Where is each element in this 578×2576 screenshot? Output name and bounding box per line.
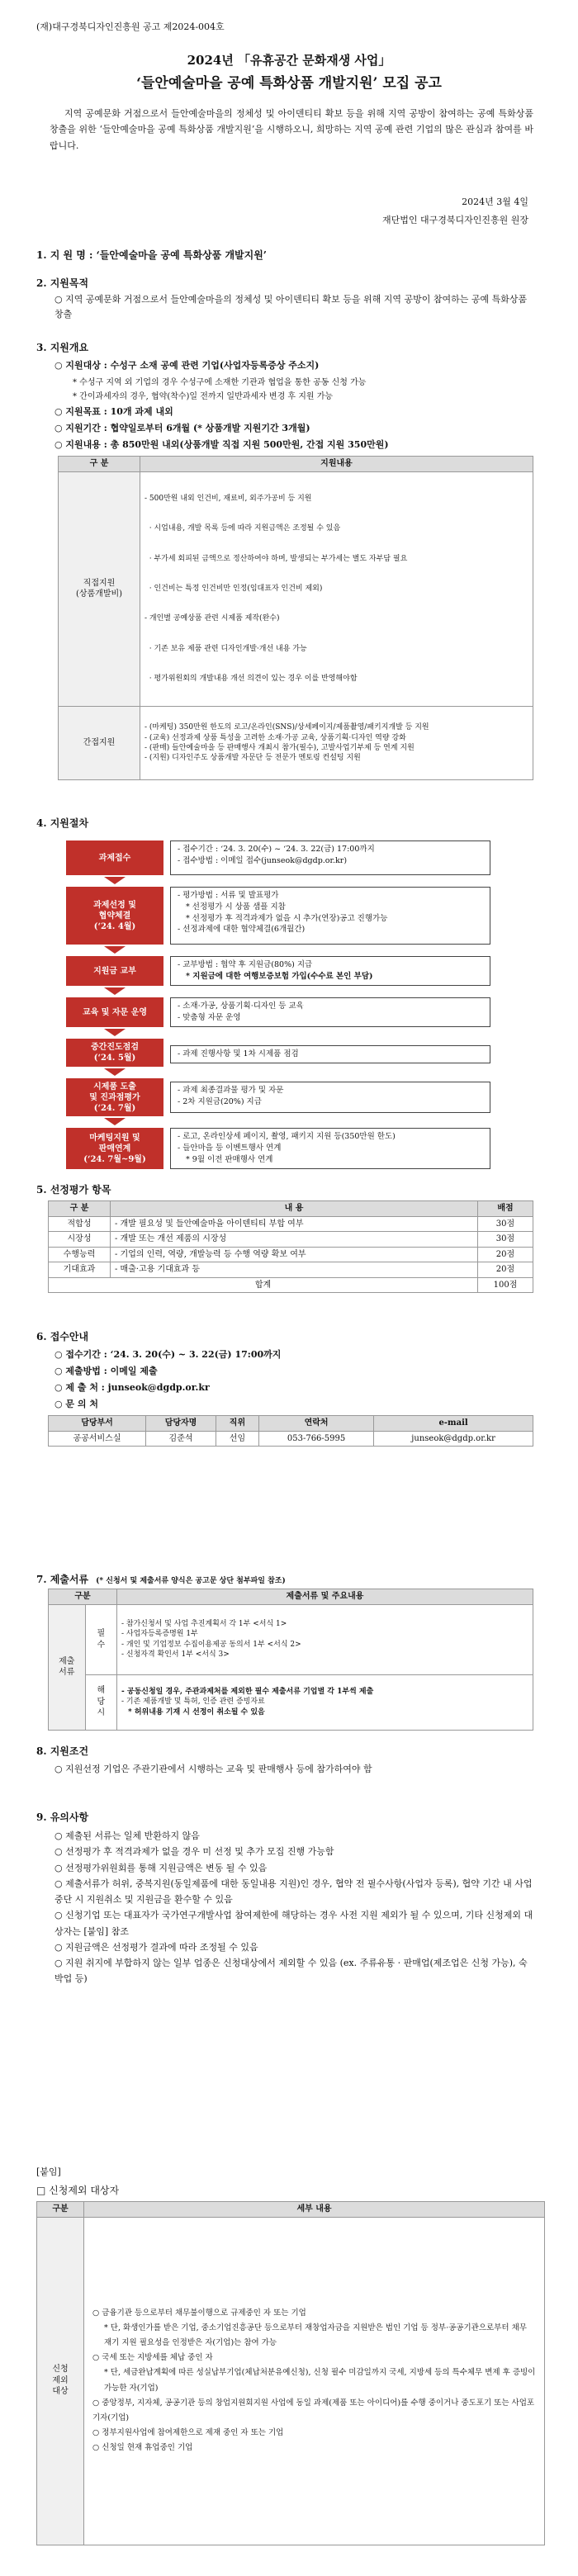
support-period: ○ 지원기간 : 협약일로부터 6개월 (* 상품개발 지원기간 3개월) (54, 423, 310, 433)
indirect-support-lines (140, 706, 533, 779)
list-item: ○ 중앙정부, 지자체, 공공기관 등의 창업지원회지원 사업에 동일 과제(제품 또는 아이디어)를 수행 중이거나 중도포기 또는 사업포기자(기업) (92, 2398, 535, 2422)
list-item: ○ 제출된 서류는 일체 반환하지 않음 (54, 1830, 200, 1841)
section-2-heading: 2. 지원목적 (36, 277, 89, 289)
step-line: * 선정평가 후 적격과제가 없을 시 추가(연장)공고 진행가능 (186, 913, 388, 923)
step-line: - 2차 지원금(20%) 지급 (178, 1096, 262, 1106)
col-header: 직위 (216, 1416, 259, 1432)
table-line: - (교육) 선정과제 상품 특성을 고려한 소재·가공 교육, 상품기획·디자인 역량 강화 (144, 733, 406, 742)
cell: 30점 (478, 1232, 533, 1248)
list-item: * 단, 세금완납계획에 따른 성실납부기업(체납처분유예신청), 신청 필수 미감일까지 국세, 지방세 등의 특수체무 변제 후 증빙이 가능한 자(기업) (104, 2368, 536, 2393)
table-line: - 개인 및 기업정보 수집이용제공 동의서 1부 <서식 2> (121, 1640, 301, 1649)
table-line: - 신청자격 확인서 1부 <서식 3> (121, 1650, 230, 1659)
evaluation-table (48, 1200, 533, 1293)
intro-paragraph: 지역 공예문화 거점으로서 들안예술마을의 정체성 및 아이덴티티 확보 등을 위해 지역 공방이 참여하는 공예 특화상품 창출을 위한 ‘들안예술마을 공예 특화상품 개발지원’을 시행하오니, 희망하는 지역 공예 관련 기업의 많은 관심과 참여를 바랍니다. (50, 108, 533, 151)
table-line: - (판매) 들안예술마을 등 판매행사 개최시 참가(필수), 고발사업기부제 등 연계 지원 (144, 743, 415, 752)
step-line: - 선정과제에 대한 협약체결(6개월간) (178, 925, 306, 935)
notice-date: 2024년 3월 4일 (462, 197, 528, 207)
required-label: 필 수 (85, 1604, 116, 1674)
step-line: - 소재·가공, 상품기획·디자인 등 교육 (178, 1002, 304, 1011)
process-step-3-desc (170, 956, 490, 986)
step-line: - 맞춤형 자문 운영 (178, 1012, 241, 1022)
table-row (49, 1232, 533, 1248)
indirect-support-label: 간접지원 (59, 706, 140, 779)
down-arrow-icon (104, 1118, 126, 1125)
section-9-heading: 9. 유의사항 (36, 1811, 89, 1823)
direct-support-label: 직접지원 (상품개발비) (59, 471, 140, 706)
col-header: 구 분 (49, 1201, 111, 1217)
process-step-7: 마케팅지원 및 판매연계 (‘24. 7월~9월) (66, 1128, 163, 1169)
cell: 합계 (49, 1277, 478, 1293)
table-line: * 허위내용 기재 시 선정이 취소될 수 있음 (128, 1707, 265, 1717)
cell: 적합성 (49, 1216, 111, 1232)
table-row (49, 1216, 533, 1232)
table-line: - (지원) 디자인주도 상품개발 자문단 등 전문가 멘토링 컨설팅 지원 (144, 753, 361, 762)
section-7-heading: 7. 제출서류 (36, 1574, 89, 1585)
contact-email[interactable]: junseok@dgdp.or.kr (374, 1431, 533, 1447)
list-item: ○ 국세 또는 지방세를 체납 중인 자 (92, 2353, 213, 2363)
conditional-docs (117, 1674, 533, 1730)
col-header: 담당부서 (49, 1416, 146, 1432)
cell: - 개발 또는 개선 제품의 시장성 (111, 1232, 478, 1248)
contact-table (48, 1415, 533, 1447)
down-arrow-icon (104, 987, 126, 995)
col-header: 구 분 (59, 457, 140, 472)
cell: - 기업의 인력, 역량, 개발능력 등 수행 역량 확보 여부 (111, 1247, 478, 1262)
receipt-period: ○ 접수기간 : ‘24. 3. 20(수) ~ 3. 22(금) 17:00까지 (54, 1349, 282, 1360)
table-line: - 500만원 내외 인건비, 재료비, 외주가공비 등 지원 (144, 494, 312, 503)
title-line-1: 2024년 「유휴공간 문화재생 사업」 (187, 53, 391, 68)
direct-support-lines (140, 471, 533, 706)
exclusion-items (84, 2217, 545, 2545)
table-line: · 시업내용, 개발 목록 등에 따라 지원금액은 조정될 수 있음 (144, 524, 341, 533)
step-line: - 접수방법 : 이메일 접수(junseok@dgdp.or.kr) (178, 855, 348, 865)
section-8-body: ○ 지원선정 기업은 주관기관에서 시행하는 교육 및 판매행사 등에 참가하여야 함 (54, 1764, 372, 1774)
cell: 선임 (216, 1431, 259, 1447)
documents-table (48, 1589, 533, 1731)
table-line: - 기존 제품개발 및 특허, 인증 관련 증빙자료 (121, 1698, 265, 1707)
cell: 053-766-5995 (258, 1431, 373, 1447)
exclusion-table (36, 2201, 545, 2545)
col-header: 배점 (478, 1201, 533, 1217)
table-row (49, 1247, 533, 1262)
section-3-heading: 3. 지원개요 (36, 342, 89, 353)
col-header: 연락처 (258, 1416, 373, 1432)
notice-signer: 재단법인 대구경북디자인진흥원 원장 (381, 215, 528, 225)
step-line: * 9월 이전 판매행사 연계 (186, 1154, 273, 1164)
cell: 30점 (478, 1216, 533, 1232)
process-step-6: 시제품 도출 및 진과점평가 (‘24. 7월) (66, 1078, 163, 1116)
list-item: ○ 금융기관 등으로부터 채무불이행으로 규제중인 자 또는 기업 (92, 2308, 306, 2318)
receipt-address: ○ 제 출 처 : junseok@dgdp.or.kr (54, 1382, 210, 1393)
process-step-2: 과제선정 및 협약체결 (‘24. 4월) (66, 887, 163, 945)
process-step-1-desc (170, 841, 490, 875)
list-item: ○ 선정평가위원회를 통해 지원금액은 변동 될 수 있음 (54, 1862, 268, 1873)
col-header: 제출서류 및 주요내용 (117, 1589, 533, 1605)
table-line: - (마케팅) 350만원 한도의 로고/온라인(SNS)/상세페이지/제품촬영/패키지개발 등 지원 (144, 723, 429, 732)
list-item: ○ 정부지원사업에 참여제한으로 제재 중인 자 또는 기업 (92, 2427, 284, 2437)
cell: - 개발 필요성 및 들안예술마을 아이덴티티 부합 여부 (111, 1216, 478, 1232)
annex-label: [붙임] (36, 2166, 61, 2177)
cell: 공공서비스실 (49, 1431, 146, 1447)
table-line: · 기존 보유 제품 관련 디자인개발·개선 내용 가능 (144, 644, 307, 653)
process-step-4: 교육 및 자문 운영 (66, 997, 163, 1027)
step-line: * 지원금에 대한 여행보증보험 가입(수수료 본인 부담) (186, 971, 373, 981)
table-row (49, 1431, 533, 1447)
process-step-3: 지원금 교부 (66, 956, 163, 986)
step-line: - 교부방법 : 협약 후 지원금(80%) 지급 (178, 960, 313, 969)
section-2-body: ○ 지역 공예문화 거점으로서 들안예술마을의 정체성 및 아이덴티티 확보 등을 위해 지역 공방이 참여하는 공예 특화상품 창출 (54, 294, 528, 320)
process-step-1: 과제접수 (66, 841, 163, 875)
section-7-note: (* 신청서 및 제출서류 양식은 공고문 상단 첨부파일 참조) (96, 1577, 286, 1585)
table-line: · 평가위원회의 개발내용 개선 의견이 있는 경우 이를 반영해야함 (144, 675, 358, 684)
step-line: - 평가방법 : 서류 및 발표평가 (178, 891, 279, 900)
process-step-2-desc (170, 887, 490, 945)
cell: 수행능력 (49, 1247, 111, 1262)
list-item: ○ 지원금액은 선정평가 결과에 따라 조정될 수 있음 (54, 1941, 258, 1953)
annex-heading: □ 신청제외 대상자 (36, 2185, 120, 2196)
section-7-heading-row (36, 1570, 286, 1586)
page-title: ‘들안예술마을 공예 특화상품 개발지원’ 모집 공고 (136, 75, 442, 92)
process-step-5: 중간진도점검 (‘24. 5월) (66, 1039, 163, 1067)
notes-list (54, 1828, 533, 1987)
table-line: · 인건비는 특정 인건비만 인정(임대표자 인건비 제외) (144, 585, 323, 594)
col-header: 구분 (49, 1589, 117, 1605)
down-arrow-icon (104, 946, 126, 954)
down-arrow-icon (104, 1068, 126, 1076)
cell: - 매출·고용 기대효과 등 (111, 1262, 478, 1278)
down-arrow-icon (104, 1029, 126, 1036)
documents-group: 제출 서류 (49, 1604, 86, 1730)
notice-ref: (재)대구경북디자인진흥원 공고 제2024-004호 (36, 21, 225, 32)
section-6-heading: 6. 접수안내 (36, 1331, 89, 1342)
col-header: 세부 내용 (84, 2202, 545, 2218)
support-target: ○ 지원대상 : 수성구 소재 공예 관련 기업(사업자등록증상 주소지) (54, 360, 320, 371)
support-target-note-1: * 수성구 지역 외 기업의 경우 수성구에 소재한 기관과 협업을 통한 공동 신청 가능 (73, 378, 367, 387)
support-content-table (58, 456, 533, 780)
list-item: ○ 신청일 현재 휴업중인 기업 (92, 2442, 193, 2452)
receipt-method: ○ 제출방법 : 이메일 제출 (54, 1366, 158, 1376)
col-header: 내 용 (111, 1201, 478, 1217)
table-line: · 부가세 회피된 금액으로 정산하여야 하며, 발생되는 부가세는 별도 자부담 필요 (144, 554, 408, 563)
list-item: ○ 신청기업 또는 대표자가 국가연구개발사업 참여제한에 해당하는 경우 사전 지원 제외가 될 수 있으며, 기타 신청제외 대상자는 [붙임] 참조 (54, 1910, 533, 1937)
cell: 20점 (478, 1262, 533, 1278)
step-line: * 선정평가 시 상품 샘플 지참 (186, 902, 286, 912)
list-item: * 단, 화생인가를 받은 기업, 중소기업진흥공단 등으로부터 재창업자금을 지원받은 법인 기업 등 정부·공공기관으로부터 채무 재기 지원 필요성을 인정받은 자(기업)는 참여 가능 (104, 2323, 527, 2348)
section-5-heading: 5. 선정평가 항목 (36, 1184, 111, 1196)
cell: 기대효과 (49, 1262, 111, 1278)
process-step-5-desc (170, 1045, 490, 1063)
exclusion-group: 신청 제외 대상 (37, 2217, 84, 2545)
inquiry-label: ○ 문 의 처 (54, 1399, 98, 1409)
section-1-heading: 1. 지 원 명 : ‘들안예술마을 공예 특화상품 개발지원’ (36, 249, 267, 261)
conditional-label: 해 당 시 (85, 1674, 116, 1730)
cell: 김준석 (146, 1431, 216, 1447)
step-line: - 접수기간 : ‘24. 3. 20(수) ~ ‘24. 3. 22(금) 17:00까지 (178, 845, 375, 854)
process-step-4-desc (170, 997, 490, 1027)
list-item: ○ 지원 취지에 부합하지 않는 일부 업종은 신청대상에서 제외할 수 있음 (ex. 주류유통 · 판매업(제조업은 신청 가능), 숙박업 등) (54, 1958, 528, 1985)
table-row (49, 1262, 533, 1278)
table-line: - 참가신청서 및 사업 추진계획서 각 1부 <서식 1> (121, 1620, 287, 1629)
section-4-heading: 4. 지원절차 (36, 817, 89, 829)
list-item: ○ 제출서류가 허위, 중복지원(동일제품에 대한 동일내용 지원)인 경우, 협약 전 필수사항(사업자 등록), 협약 기간 내 사업 중단 시 지원취소 및 지원금을 환수할 수 있음 (54, 1878, 533, 1905)
step-line: - 들안마을 등 이벤트행사 연계 (178, 1143, 282, 1153)
col-header: 담당자명 (146, 1416, 216, 1432)
table-row-total (49, 1277, 533, 1293)
cell: 시장성 (49, 1232, 111, 1248)
table-line: - 사업자등록증명원 1부 (121, 1630, 198, 1639)
down-arrow-icon (104, 877, 126, 884)
step-line: - 로고, 온라인상세 페이지, 촬영, 패키지 지원 등(350만원 한도) (178, 1132, 396, 1141)
step-line: - 과제 최종결과물 평가 및 자문 (178, 1086, 284, 1095)
support-target-note-2: * 간이과세자의 경우, 협약(착수)일 전까지 일반과세자 변경 후 지원 가능 (73, 392, 334, 401)
col-header: 구분 (37, 2202, 84, 2218)
process-step-7-desc (170, 1128, 490, 1169)
section-8-heading: 8. 지원조건 (36, 1745, 89, 1757)
col-header: e-mail (374, 1416, 533, 1432)
list-item: ○ 선정평가 후 적격과제가 없을 경우 미 선정 및 추가 모집 진행 가능함 (54, 1846, 334, 1858)
table-line: - 공동신청일 경우, 주관과제처를 제외한 필수 제출서류 기업별 각 1부씩 제출 (121, 1688, 374, 1697)
required-docs (117, 1604, 533, 1674)
cell: 20점 (478, 1247, 533, 1262)
table-line: - 개인별 공예상품 관련 시제품 제작(완수) (144, 614, 280, 623)
support-count: ○ 지원목표 : 10개 과제 내외 (54, 406, 173, 417)
step-line: - 과제 진행사항 및 1차 시제품 점검 (178, 1049, 299, 1058)
process-step-6-desc (170, 1082, 490, 1113)
support-budget: ○ 지원내용 : 총 850만원 내외(상품개발 직접 지원 500만원, 간접 지원 350만원) (54, 439, 389, 450)
col-header: 지원내용 (140, 457, 533, 472)
cell: 100점 (478, 1277, 533, 1293)
